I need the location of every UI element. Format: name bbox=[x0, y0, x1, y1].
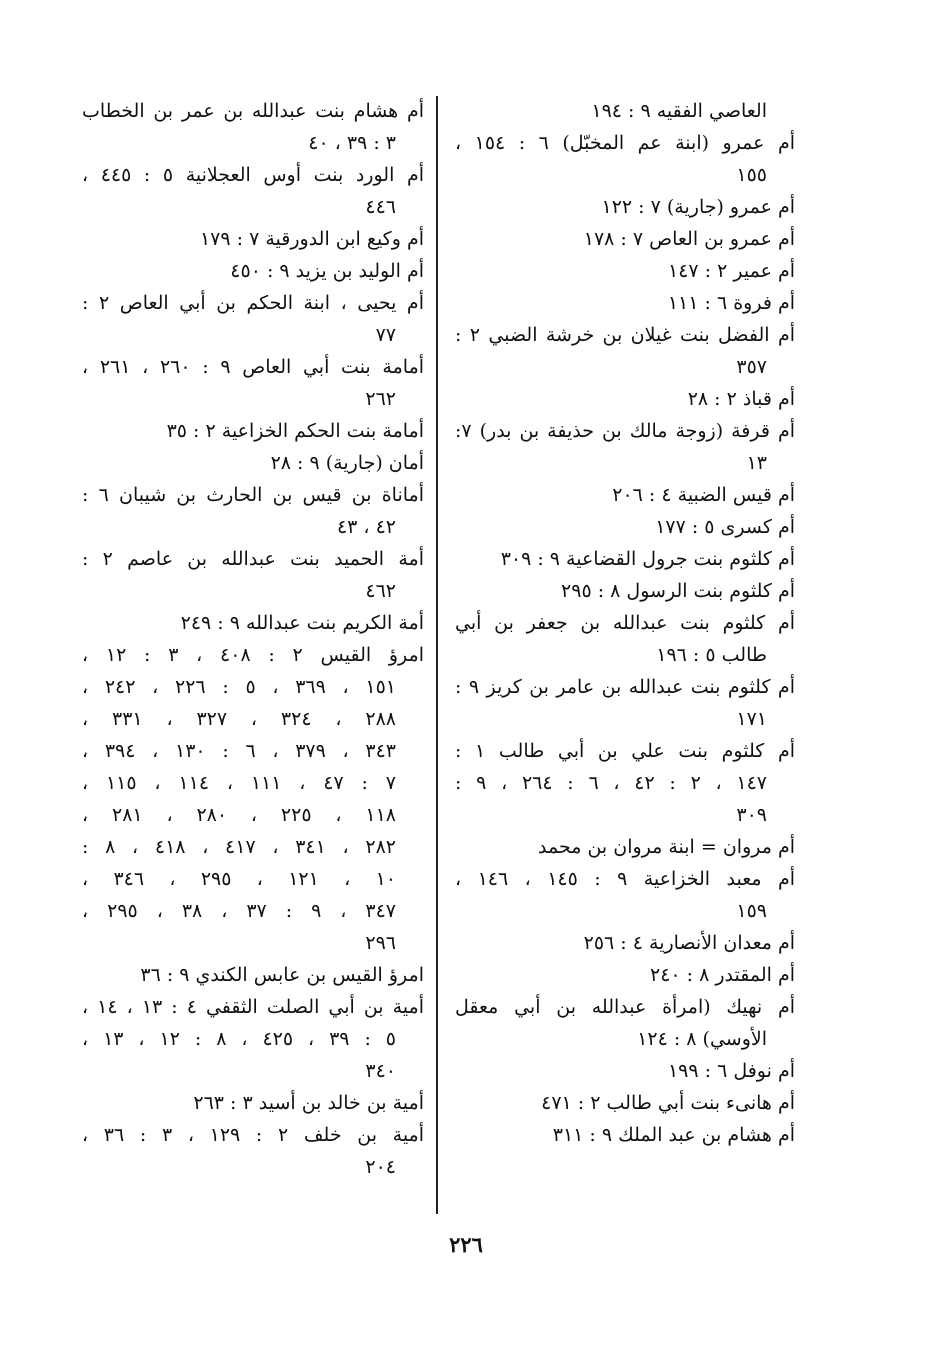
entry-heading-line: أم قباذ ٢ : ٢٨ bbox=[687, 388, 795, 410]
index-entry bbox=[82, 959, 424, 991]
entry-heading-line: أم يحيى ، ابنة الحكم بن أبي العاص ٢ : bbox=[82, 292, 424, 314]
entry-heading-line: أم عمرو بن العاص ٧ : ١٧٨ bbox=[583, 228, 795, 250]
entry-heading-line: العاصي الفقيه ٩ : ١٩٤ bbox=[591, 100, 767, 122]
index-entry bbox=[82, 447, 424, 479]
entry-continuation-line: ٢٨٨ ، ٣٢٤ ، ٣٢٧ ، ٣٣١ ، bbox=[82, 708, 397, 730]
index-entry bbox=[455, 191, 795, 223]
entry-continuation-line: ٥ : ٣٩ ، ٤٢٥ ، ٨ : ١٢ ، ١٣ ، bbox=[82, 1028, 397, 1050]
index-entry bbox=[455, 415, 795, 479]
entry-heading-line: أم الفضل بنت غيلان بن خرشة الضبي ٢ : bbox=[455, 324, 795, 346]
entry-heading-line: أمية بن خلف ٢ : ١٢٩ ، ٣ : ٣٦ ، bbox=[82, 1124, 425, 1146]
index-entry bbox=[455, 543, 795, 575]
entry-heading-line: أم قرفة (زوجة مالك بن حذيفة بن بدر) ٧: bbox=[455, 420, 795, 442]
index-entry bbox=[455, 127, 795, 191]
entry-heading-line: أمامة بنت أبي العاص ٩ : ٢٦٠ ، ٢٦١ ، bbox=[82, 356, 425, 378]
entry-heading-line: أمة الكريم بنت عبدالله ٩ : ٢٤٩ bbox=[180, 612, 424, 634]
entry-continuation-line: الأوسي) ٨ : ١٢٤ bbox=[637, 1028, 767, 1050]
entry-heading-line: أم معدان الأنصارية ٤ : ٢٥٦ bbox=[583, 932, 795, 954]
entry-continuation-line: ٣٤٧ ، ٩ : ٣٧ ، ٣٨ ، ٢٩٥ ، bbox=[82, 900, 396, 922]
entry-heading-line: أم الورد بنت أوس العجلانية ٥ : ٤٤٥ ، bbox=[82, 164, 424, 186]
entry-continuation-line: ٧ : ٤٧ ، ١١١ ، ١١٤ ، ١١٥ ، bbox=[82, 772, 396, 794]
index-entry bbox=[82, 607, 424, 639]
entry-continuation-line: ٤٦٢ bbox=[365, 580, 396, 602]
index-entry bbox=[82, 223, 424, 255]
index-entry bbox=[82, 543, 424, 607]
index-entry bbox=[82, 159, 424, 223]
entry-heading-line: أم نوفل ٦ : ١٩٩ bbox=[667, 1060, 795, 1082]
index-entry bbox=[82, 991, 424, 1087]
entry-continuation-line: ٣ : ٣٩ ، ٤٠ bbox=[308, 132, 396, 154]
entry-heading-line: أم عمرو (ابنة عم المخبّل) ٦ : ١٥٤ ، bbox=[455, 132, 796, 154]
entry-heading-line: أم المقتدر ٨ : ٢٤٠ bbox=[650, 964, 795, 986]
entry-heading-line: أماناة بن قيس بن الحارث بن شيبان ٦ : bbox=[82, 484, 424, 506]
entry-heading-line: أم كسرى ٥ : ١٧٧ bbox=[655, 516, 795, 538]
entry-heading-line: أم هشام بنت عبدالله بن عمر بن الخطاب bbox=[82, 100, 424, 122]
entry-heading-line: أم كلثوم بنت الرسول ٨ : ٢٩٥ bbox=[561, 580, 795, 602]
index-entry bbox=[455, 927, 795, 959]
entry-heading-line: أم هانىء بنت أبي طالب ٢ : ٤٧١ bbox=[541, 1092, 795, 1114]
entry-continuation-line: ٢٩٦ bbox=[365, 932, 396, 954]
index-entry bbox=[455, 735, 795, 831]
entry-heading-line: امرؤ القيس ٢ : ٤٠٨ ، ٣ : ١٢ ، bbox=[82, 644, 424, 666]
entry-heading-line: أم الوليد بن يزيد ٩ : ٤٥٠ bbox=[230, 260, 424, 282]
entry-heading-line: امرؤ القيس بن عابس الكندي ٩ : ٣٦ bbox=[140, 964, 424, 986]
index-entry bbox=[455, 95, 795, 127]
index-entry bbox=[455, 287, 795, 319]
entry-continuation-line: ١٥١ ، ٣٦٩ ، ٥ : ٢٢٦ ، ٢٤٢ ، bbox=[82, 676, 397, 698]
index-entry bbox=[455, 1119, 795, 1151]
index-entry bbox=[455, 223, 795, 255]
entry-heading-line: أمة الحميد بنت عبدالله بن عاصم ٢ : bbox=[82, 548, 424, 570]
index-entry bbox=[82, 287, 424, 351]
index-column-right bbox=[455, 95, 795, 1151]
entry-heading-line: أمية بن أبي الصلت الثقفي ٤ : ١٣ ، ١٤ ، bbox=[82, 996, 425, 1018]
entry-continuation-line: ١٥٩ bbox=[736, 900, 767, 922]
index-entry bbox=[82, 255, 424, 287]
entry-continuation-line: ٢٠٤ bbox=[365, 1156, 396, 1178]
entry-continuation-line: ٣٤٠ bbox=[365, 1060, 396, 1082]
index-entry bbox=[82, 479, 424, 543]
entry-continuation-line: ٢٦٢ bbox=[365, 388, 396, 410]
entry-heading-line: أم فروة ٦ : ١١١ bbox=[667, 292, 795, 314]
index-entry bbox=[82, 95, 424, 159]
entry-continuation-line: ٣٤٣ ، ٣٧٩ ، ٦ : ١٣٠ ، ٣٩٤ ، bbox=[82, 740, 397, 762]
index-entry bbox=[455, 383, 795, 415]
entry-heading-line: أم معبد الخزاعية ٩ : ١٤٥ ، ١٤٦ ، bbox=[455, 868, 796, 890]
index-entry bbox=[455, 319, 795, 383]
entry-continuation-line: ٧٧ bbox=[375, 324, 396, 346]
index-entry bbox=[455, 1087, 795, 1119]
index-entry bbox=[82, 415, 424, 447]
entry-heading-line: أم وكيع ابن الدورقية ٧ : ١٧٩ bbox=[199, 228, 424, 250]
entry-heading-line: أمية بن خالد بن أسيد ٣ : ٢٦٣ bbox=[193, 1092, 424, 1114]
entry-continuation-line: ١٤٧ ، ٢ : ٤٢ ، ٦ : ٢٦٤ ، ٩ : bbox=[455, 772, 767, 794]
entry-continuation-line: ٣٥٧ bbox=[736, 356, 767, 378]
index-entry bbox=[82, 1087, 424, 1119]
entry-continuation-line: ١٣ bbox=[746, 452, 767, 474]
index-entry bbox=[455, 1055, 795, 1087]
index-entry bbox=[455, 255, 795, 287]
index-entry bbox=[82, 1119, 424, 1183]
entry-heading-line: أم كلثوم بنت عبدالله بن جعفر بن أبي bbox=[455, 612, 795, 634]
index-entry bbox=[455, 991, 795, 1055]
index-entry bbox=[455, 959, 795, 991]
entry-continuation-line: ٣٠٩ bbox=[736, 804, 767, 826]
index-entry bbox=[455, 511, 795, 543]
entry-heading-line: أمان (جارية) ٩ : ٢٨ bbox=[270, 452, 424, 474]
entry-continuation-line: ١٠ ، ١٢١ ، ٢٩٥ ، ٣٤٦ ، bbox=[82, 868, 396, 890]
entry-heading-line: أم كلثوم بنت عبدالله بن عامر بن كريز ٩ : bbox=[455, 676, 795, 698]
page-number: ٢٢٦ bbox=[449, 1232, 483, 1257]
entry-heading-line: أمامة بنت الحكم الخزاعية ٢ : ٣٥ bbox=[166, 420, 424, 442]
entry-continuation-line: ١٧١ bbox=[736, 708, 767, 730]
index-entry bbox=[82, 351, 424, 415]
index-entry bbox=[82, 639, 424, 959]
entry-heading-line: أم عمرو (جارية) ٧ : ١٢٢ bbox=[601, 196, 795, 218]
index-entry bbox=[455, 479, 795, 511]
entry-heading-line: أم مروان = ابنة مروان بن محمد bbox=[538, 836, 795, 858]
entry-heading-line: أم كلثوم بنت جرول القضاعية ٩ : ٣٠٩ bbox=[500, 548, 795, 570]
index-entry bbox=[455, 831, 795, 863]
index-entry bbox=[455, 607, 795, 671]
index-entry bbox=[455, 863, 795, 927]
entry-continuation-line: ١١٨ ، ٢٢٥ ، ٢٨٠ ، ٢٨١ ، bbox=[82, 804, 397, 826]
entry-continuation-line: ٤٢ ، ٤٣ bbox=[336, 516, 396, 538]
entry-heading-line: أم نهيك (امرأة عبدالله بن أبي معقل bbox=[455, 996, 795, 1018]
entry-heading-line: أم كلثوم بنت علي بن أبي طالب ١ : bbox=[455, 740, 795, 762]
index-column-left bbox=[82, 95, 424, 1183]
entry-heading-line: أم قيس الضبية ٤ : ٢٠٦ bbox=[612, 484, 795, 506]
entry-continuation-line: ٤٤٦ bbox=[365, 196, 396, 218]
column-divider bbox=[436, 96, 438, 1214]
entry-continuation-line: ١٥٥ bbox=[736, 164, 767, 186]
entry-heading-line: أم عمير ٢ : ١٤٧ bbox=[668, 260, 795, 282]
entry-continuation-line: ٢٨٢ ، ٣٤١ ، ٤١٧ ، ٤١٨ ، ٨ : bbox=[82, 836, 397, 858]
index-entry bbox=[455, 671, 795, 735]
entry-continuation-line: طالب ٥ : ١٩٦ bbox=[656, 644, 767, 666]
entry-heading-line: أم هشام بن عبد الملك ٩ : ٣١١ bbox=[552, 1124, 795, 1146]
index-entry bbox=[455, 575, 795, 607]
